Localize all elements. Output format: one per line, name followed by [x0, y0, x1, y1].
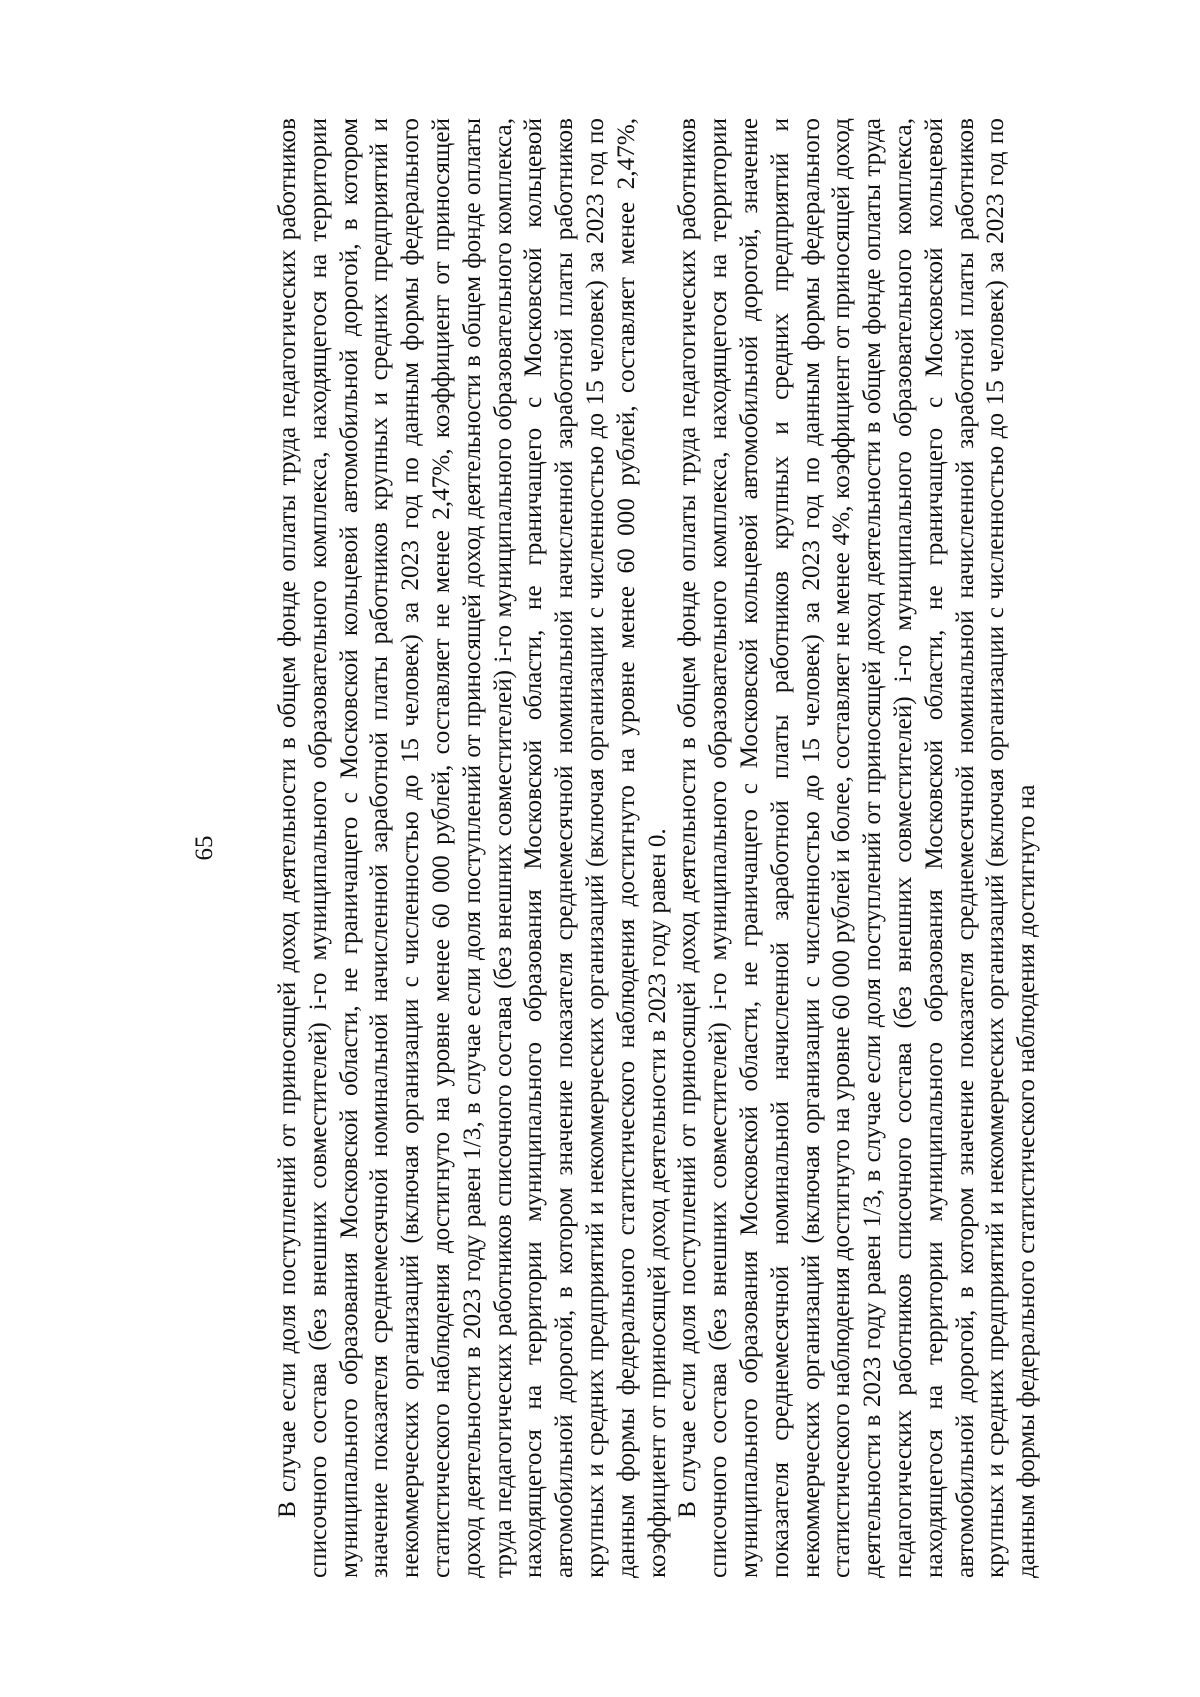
paragraph-2: В случае если доля поступлений от приносящей доход деятельности в общем фонде оплаты труда педагогических работников списочного состава (без внешних совместителей) i-го муниципального образовательного комплекса, находящегося на территории муниципального образования Московской области, не граничащего с Московской кольцевой автомобильной дорогой, значение показателя среднемесячной номинальной начисленной заработной платы работников крупных и средних предприятий и некоммерческих организаций (включая организации с численностью до 15 человек) за 2023 год по данным формы федерального статистического наблюдения достигнуто на уровне 60 000 рублей и более, составляет не менее 4%, коэффициент от приносящей доход деятельности в 2023 году равен 1/3, в случае если доля поступлений от приносящей доход деятельности в общем фонде оплаты труда педагогических работников списочного состава (без внешних совместителей) i-го муниципального образовательного комплекса, находящегося на территории муниципального образования Московской области, не граничащего с Московской кольцевой автомобильной дорогой, в котором значение показателя среднемесячной номинальной начисленной заработной платы работников крупных и средних предприятий и некоммерческих организаций (включая организации с численностью до 15 человек) за 2023 год по данным формы федерального статистического наблюдения достигнуто на: [674, 118, 1041, 1578]
paragraph-1: В случае если доля поступлений от приносящей доход деятельности в общем фонде оплаты труда педагогических работников списочного состава (без внешних совместителей) i-го муниципального образовательного комплекса, находящегося на территории муниципального образования Московской области, не граничащего с Московской кольцевой автомобильной дорогой, в котором значение показателя среднемесячной номинальной начисленной заработной платы работников крупных и средних предприятий и некоммерческих организаций (включая организации с численностью до 15 человек) за 2023 год по данным формы федерального статистического наблюдения достигнуто на уровне менее 60 000 рублей, составляет не менее 2,47%, коэффициент от приносящей доход деятельности в 2023 году равен 1/3, в случае если доля поступлений от приносящей доход деятельности в общем фонде оплаты труда педагогических работников списочного состава (без внешних совместителей) i-го муниципального образовательного комплекса, находящегося на территории муниципального образования Московской области, не граничащего с Московской кольцевой автомобильной дорогой, в котором значение показателя среднемесячной номинальной начисленной заработной платы работников крупных и средних предприятий и некоммерческих организаций (включая организации с численностью до 15 человек) за 2023 год по данным формы федерального статистического наблюдения достигнуто на уровне менее 60 000 рублей, составляет менее 2,47%, коэффициент от приносящей доход деятельности в 2023 году равен 0.: [274, 118, 671, 1578]
page-number: 65: [191, 835, 218, 861]
rotated-content: [190, 118, 1070, 1578]
body-text: [273, 118, 1043, 1578]
